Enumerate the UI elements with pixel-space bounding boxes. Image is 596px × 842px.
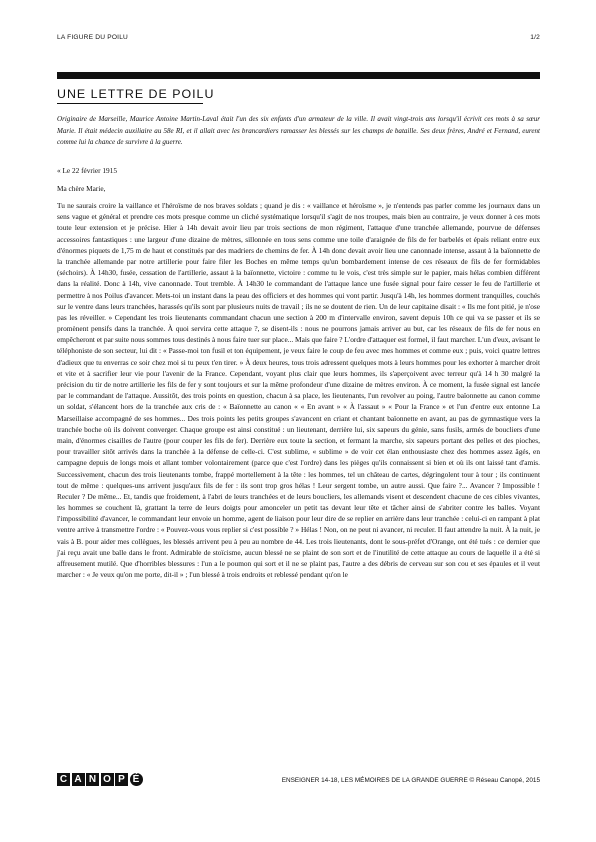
canope-logo [57, 773, 143, 786]
intro-paragraph: Originaire de Marseille, Maurice Antoine Martin-Laval était l'un des six enfants d'un armateur de la ville. Il avait vingt-trois ans lorsqu'il écrivit ces mots à sa sœur Marie. Il était médecin auxiliaire au 58e RI, et il allait avec les brancardiers ramasser les blessés sur les champs de bataille. Ses deux frères, André et Fernand, eurent comme lui la chance de survivre à la guerre. [57, 115, 540, 147]
running-header-title: LA FIGURE DU POILU [57, 34, 129, 41]
logo-letter: O [101, 773, 114, 786]
page-number: 1/2 [530, 34, 540, 41]
logo-letter: C [57, 773, 70, 786]
letter-date: « Le 22 février 1915 [57, 166, 117, 175]
page-title: UNE LETTRE DE POILU [57, 87, 215, 101]
title-underline [57, 103, 203, 104]
header-rule [57, 72, 540, 79]
logo-letter: P [115, 773, 128, 786]
logo-letter: N [86, 773, 99, 786]
letter-salutation: Ma chère Marie, [57, 184, 106, 193]
letter-body: Tu ne saurais croire la vaillance et l'héroïsme de nos braves soldats ; quand je dis : « vaillance et héroïsme », je n'entends pas parler comme les journaux dans un sens vague et général et prendre ces mots presque comme un cliché systématique lorsqu'il s'agit de nos troupes, mais bien au contraire, je veux donner à ces mots toute leur extension et je précise. Hier à 14h devait avoir lieu par trois sections de mon régiment, l'attaque d'une tranchée allemande, pourvue de défenses accessoires fantastiques : une largeur d'une dizaine de mètres, sillonnée en tous sens comme une toile d'araignée de fils de fer barbelés et épais reliant entre eux d'énormes piquets de 1,75 m de haut et constitués par des madriers de chemins de fer. À 14h donc devait avoir lieu une canonnade intense, assaut à la baïonnette de la tranchée allemande par notre artillerie pour faire filer les Boches en même temps qu'un bombardement intense de ces réseaux de fils de fer formidables (séchoirs). À 14h30, fusée, cessation de l'artillerie, assaut à la baïonnette, victoire : comme tu le vois, c'est très simple sur le papier, mais hélas combien différent dans la réalité. Donc à 14h, vive canonnade. Tout tremble. À 14h30 le commandant de l'attaque lance une fusée signal pour faire cesser le feu de l'artillerie et permettre à nos Poilus d'avancer. Mets-toi un instant dans la peau des officiers et des hommes qui vont partir. Jusqu'à 14h, les hommes dorment tranquilles, couchés sur le ventre dans leurs tranchées, harassés qu'ils sont par plusieurs nuits de travail ; ils ne se doutent de rien. Un de leur capitaine disait : « Ils me font pitié, je n'ose pas les réveiller. » Cependant les trois lieutenants commandant chacun une section à 200 m d'intervalle environ, savent depuis 10h ce qui va se passer et ils se promènent pensifs dans la tranchée. À quoi servira cette attaque ?, se disent-ils : nous ne pourrons jamais arriver au but, car les réseaux de fils de fer nous en empêcheront et par suite nous sommes tous destinés à nous faire tuer sur place... Mais que faire ? L'ordre d'attaquer est formel, il faut marcher. L'un d'eux, avisant le téléphoniste de son secteur, lui dit : « Passe-moi ton fusil et ton équipement, je veux faire le coup de feu avec mes hommes et comme eux ; puis, voici quatre lettres d'adieux que tu enverras ce soir chez moi si tu peux t'en tirer. » À deux heures, tous trois adressent quelques mots à leurs hommes pour les exhorter à marcher droit et vite et à sacrifier leur vie pour l'avenir de la France. Cependant, voyant plus clair que leurs hommes, ils s'aperçoivent avec terreur qu'à 14 h 30 malgré la précision du tir de notre artillerie les fils de fer y sont toujours et sur la même profondeur d'une dizaine de mètres environ. À ce moment, la fusée signal est lancée par le commandant de l'attaque. Aussitôt, des trois points en question, chacun à sa place, les lieutenants, l'un revolver au poing, l'autre baïonnette au canon comme un soldat, s'élancent hors de la tranchée aux cris de : « Baïonnette au canon « « En avant » « À l'assaut » « Pour la France » et l'un d'entre eux entonne La Marseillaise accompagné de ses hommes... Des trois points les petits groupes s'avancent en criant et chantant baïonnette en avant, au pas de gymnastique vers la tranchée boche où ils doivent converger. Chaque groupe est ainsi constitué : un lieutenant, derrière lui, six sapeurs du génie, sans fusils, armés de boucliers d'une main, d'énormes cisailles de l'autre (pour couper les fils de fer). Derrière eux toute la section, et fermant la marche, six sapeurs portant des pelles et des pioches, pour travailler sitôt arrivés dans la tranchée à la défense de celle-ci. C'est sublime, « sublime » de voir cet élan enthousiaste chez des hommes assez âgés, en campagne depuis de longs mois et allant tomber volontairement (parce que c'est l'ordre) dans les pièges qu'ils connaissent si bien et où ils ont laissé tant d'amis. Successivement, chacun des trois lieutenants tombe, frappé mortellement à la tête : les hommes, tel un château de cartes, dégringolent tour à tour ; ils continuent tout de même : quelques-uns arrivent jusqu'aux fils de fer : ils sont trop gros hélas ! Leur sergent tombe, un autre aussi. Que faire ?... Avancer ? Impossible ! Reculer ? De même... Et, tandis que froidement, à l'abri de leurs tranchées et de leurs boucliers, les allemands visent et descendent chacune de ces cibles vivantes, les hommes se couchent là, grattant la terre de leurs doigts pour amonceler un petit tas devant leur tête et tâcher ainsi de s'abriter contre les balles. Voyant l'impossibilité d'avancer, le commandant leur envoie un homme, agent de liaison pour leur dire de se replier en arrière dans leur tranchée : celui-ci en rampant à plat ventre arrive à transmettre l'ordre : « Pouvez-vous vous replier si c'est possible ? » Hélas ! Non, on ne peut ni avancer, ni reculer. Il faut attendre la nuit. À la nuit, je vais à B. pour aider mes collègues, les blessés arrivent peu à peu au nombre de 44. Les trois lieutenants, dont le sous-préfet d'Orange, ont été tués : ce dernier que j'ai reçu avait une balle dans le front. Admirable de stoïcisme, aucun blessé ne se plaint de son sort et de l'inutilité de cette attaque au cours de laquelle il a été si affreusement mutilé. Que d'horribles blessures : l'un a le poumon qui sort et il ne se plaint pas, l'autre a des débris de cerveau sur son cou et ses épaules et il veut marcher : « Je veux qu'on me porte, dit-il » ; l'un blessé à trois endroits et reblessé pendant qu'on le [57, 201, 540, 580]
footer-credit: ENSEIGNER 14-18, LES MÉMOIRES DE LA GRANDE GUERRE © Réseau Canopé, 2015 [281, 777, 540, 784]
logo-letter: É [130, 773, 143, 786]
logo-letter: A [72, 773, 85, 786]
